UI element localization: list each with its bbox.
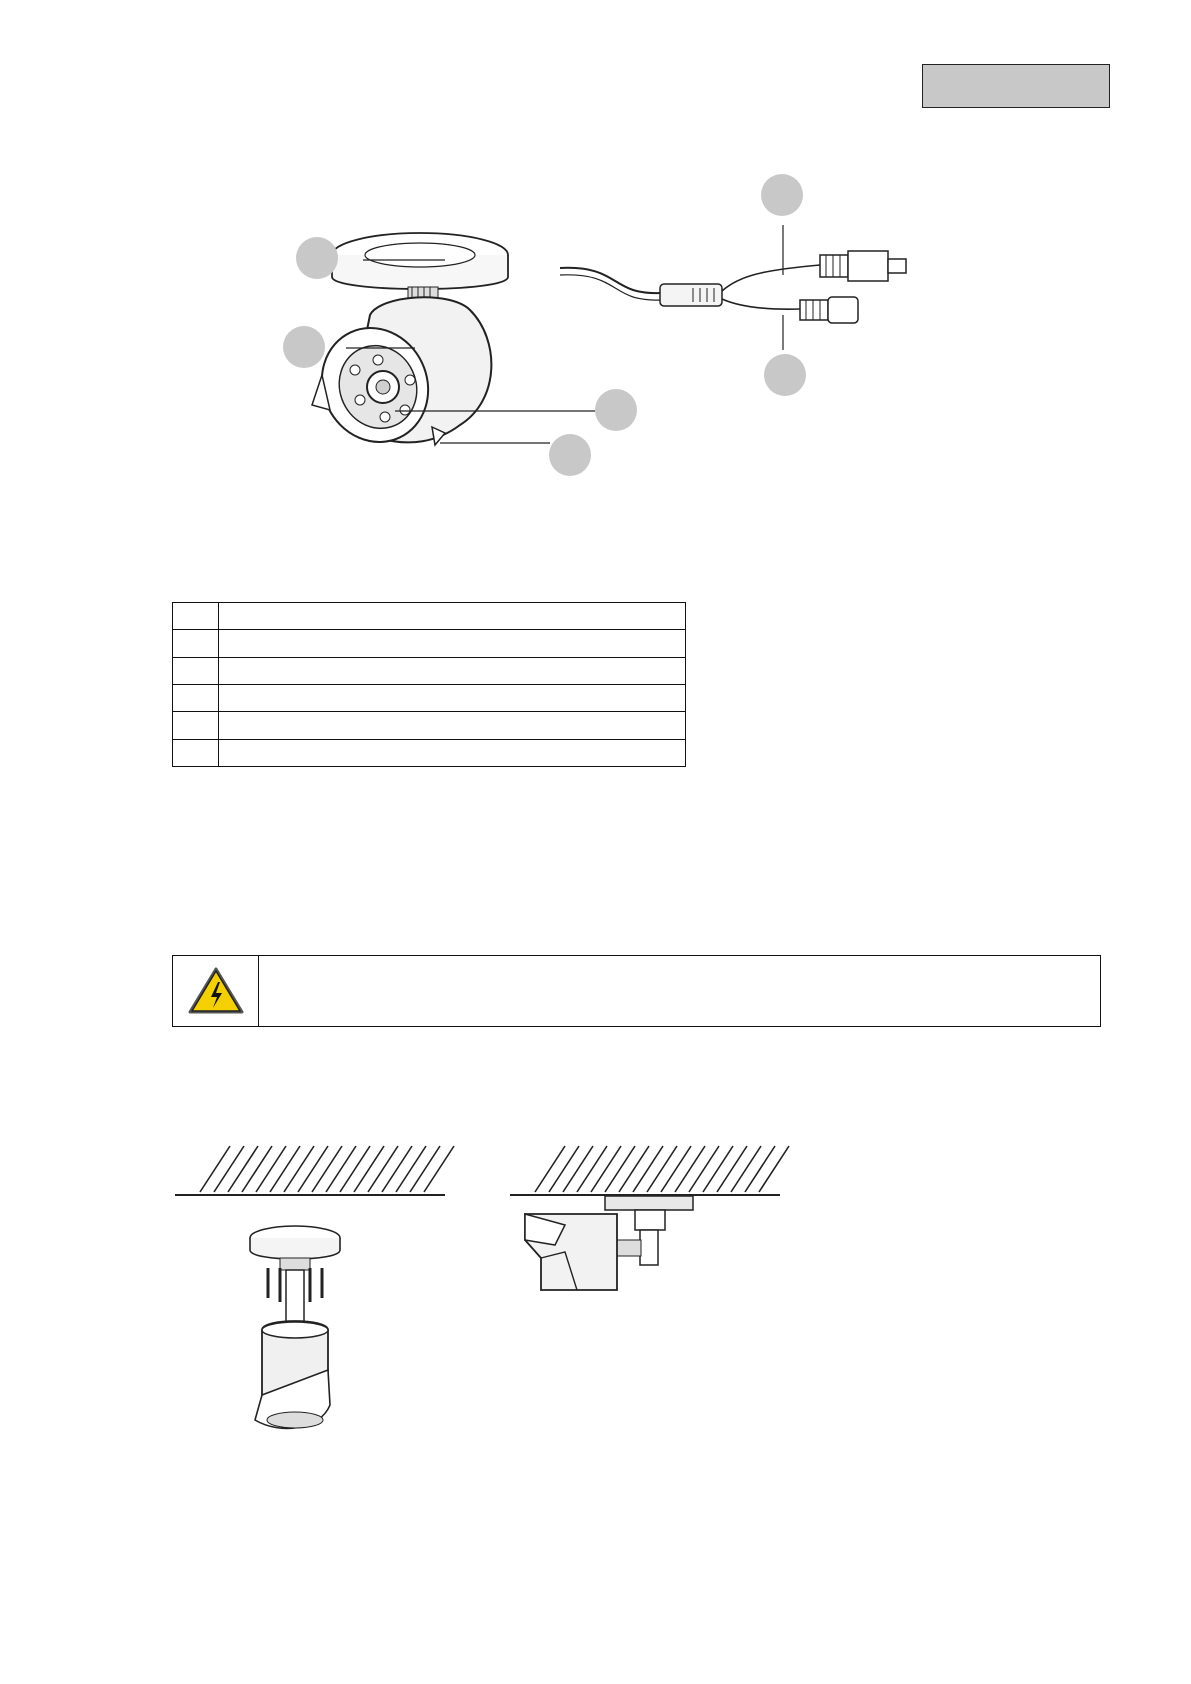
warning-icon-cell xyxy=(173,956,259,1026)
table-row xyxy=(173,630,686,657)
high-voltage-warning-icon xyxy=(187,966,245,1016)
callout-marker xyxy=(283,326,325,368)
callout-marker xyxy=(296,237,338,279)
table-row xyxy=(173,739,686,766)
warning-text xyxy=(259,956,1100,1026)
callout-marker xyxy=(549,434,591,476)
mounting-figure-exploded xyxy=(170,1140,470,1440)
table-row xyxy=(173,712,686,739)
callout-marker xyxy=(595,389,637,431)
parts-table xyxy=(172,602,686,767)
table-row xyxy=(173,684,686,711)
language-tab xyxy=(922,64,1110,108)
warning-box xyxy=(172,955,1101,1027)
table-row xyxy=(173,657,686,684)
callout-marker xyxy=(764,354,806,396)
mounting-figure-assembled xyxy=(505,1140,805,1300)
table-row xyxy=(173,603,686,630)
camera-overview-figure xyxy=(260,165,960,495)
callout-marker xyxy=(761,174,803,216)
